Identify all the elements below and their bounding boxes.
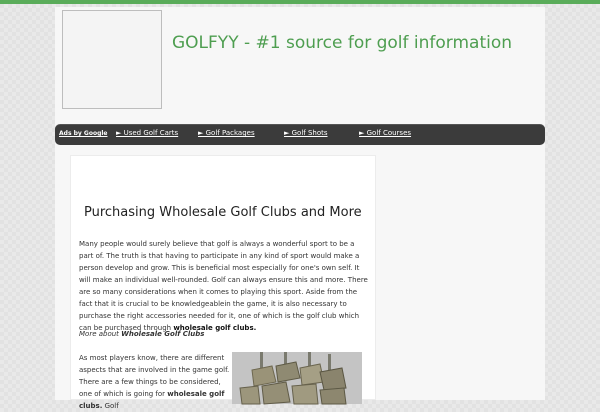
navigation-bar [55,124,545,145]
paragraph2-text: As most players know, there are different aspects that are involved in the game golf. There are a few things to be considered, one of which is going for [79,354,230,398]
paragraph-bold-link: wholesale golf clubs. [173,324,257,332]
nav-link-golf-shots[interactable]: ► Golf Shots [284,129,328,137]
site-title[interactable]: GOLFYY - #1 source for golf information [172,33,513,53]
nav-link-golf-packages[interactable]: ► Golf Packages [198,129,255,137]
paragraph2-bold: wholesale golf clubs. [79,390,225,410]
page-wrapper [55,7,545,410]
paragraph2-tail: Golf [102,402,119,410]
post-paragraph-intro [79,238,369,334]
top-accent-strip [0,0,600,4]
post-title[interactable]: Purchasing Wholesale Golf Clubs and More [84,205,362,220]
post-content [70,155,376,410]
golf-clubs-image [232,352,362,404]
more-about-prefix: More about [79,330,122,338]
paragraph-text: Many people would surely believe that golf is always a wonderful sport to be a part of. The truth is that having to participate in any kind of sport would make a person develop and grow. This is beneficial most especially for one's own self. It will make an individual well-rounded. Golf can always ensure this and more. There are so many considerations when it comes to playing this sport. Aside from the fact that it is crucial to be knowledgeablein the game, it is also necessary to purchase the right accessories needed for it, one of which is the golf club which can be purchased through [79,240,368,332]
nav-link-used-golf-carts[interactable]: ► Used Golf Carts [116,129,179,137]
nav-link-golf-courses[interactable]: ► Golf Courses [359,129,412,137]
more-about-line [79,330,204,338]
ads-by-google-link[interactable]: Ads by Google [59,130,108,137]
post-paragraph-second [79,352,234,412]
site-logo-placeholder[interactable] [62,10,162,109]
more-about-bold: Wholesale Golf Clubs [121,330,205,338]
